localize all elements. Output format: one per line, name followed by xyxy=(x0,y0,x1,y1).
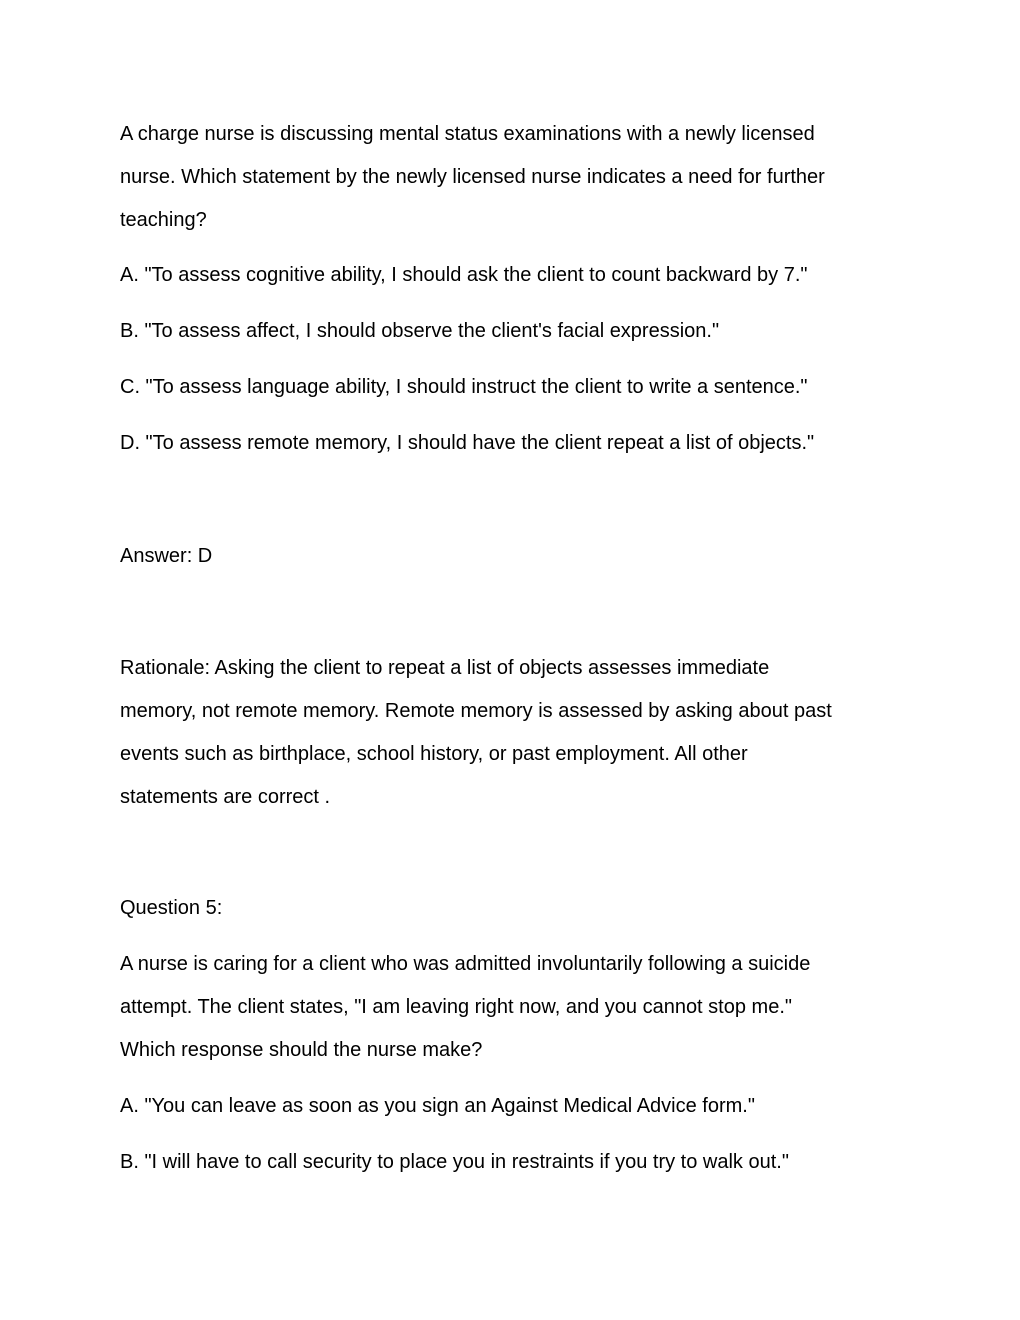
question-5-option-b: B. "I will have to call security to place you in restraints if you try to walk out." xyxy=(120,1151,789,1173)
question-4-rationale xyxy=(120,647,910,819)
question-5-stem-line: Which response should the nurse make? xyxy=(120,1039,483,1061)
question-4-stem xyxy=(120,113,910,242)
question-4-answer: Answer: D xyxy=(120,545,213,567)
rationale-line: Rationale: Asking the client to repeat a list of objects assesses immediate xyxy=(120,657,770,679)
question-5-stem xyxy=(120,943,910,1072)
question-5-heading: Question 5: xyxy=(120,897,223,919)
rationale-line: statements are correct . xyxy=(120,786,331,808)
question-4-stem-line: A charge nurse is discussing mental status examinations with a newly licensed xyxy=(120,123,815,145)
rationale-line: memory, not remote memory. Remote memory is assessed by asking about past xyxy=(120,700,832,722)
question-4-option-a: A. "To assess cognitive ability, I should ask the client to count backward by 7." xyxy=(120,264,808,286)
question-4-option-c: C. "To assess language ability, I should instruct the client to write a sentence." xyxy=(120,376,808,398)
question-4-option-b: B. "To assess affect, I should observe the client's facial expression." xyxy=(120,320,720,342)
question-4-option-d: D. "To assess remote memory, I should have the client repeat a list of objects." xyxy=(120,432,815,454)
rationale-line: events such as birthplace, school history, or past employment. All other xyxy=(120,743,748,765)
question-5-option-a: A. "You can leave as soon as you sign an Against Medical Advice form." xyxy=(120,1095,755,1117)
question-4-stem-line: teaching? xyxy=(120,209,207,231)
question-5-stem-line: A nurse is caring for a client who was admitted involuntarily following a suicide xyxy=(120,953,811,975)
question-4-stem-line: nurse. Which statement by the newly licensed nurse indicates a need for further xyxy=(120,166,825,188)
question-5-stem-line: attempt. The client states, "I am leaving right now, and you cannot stop me." xyxy=(120,996,792,1018)
